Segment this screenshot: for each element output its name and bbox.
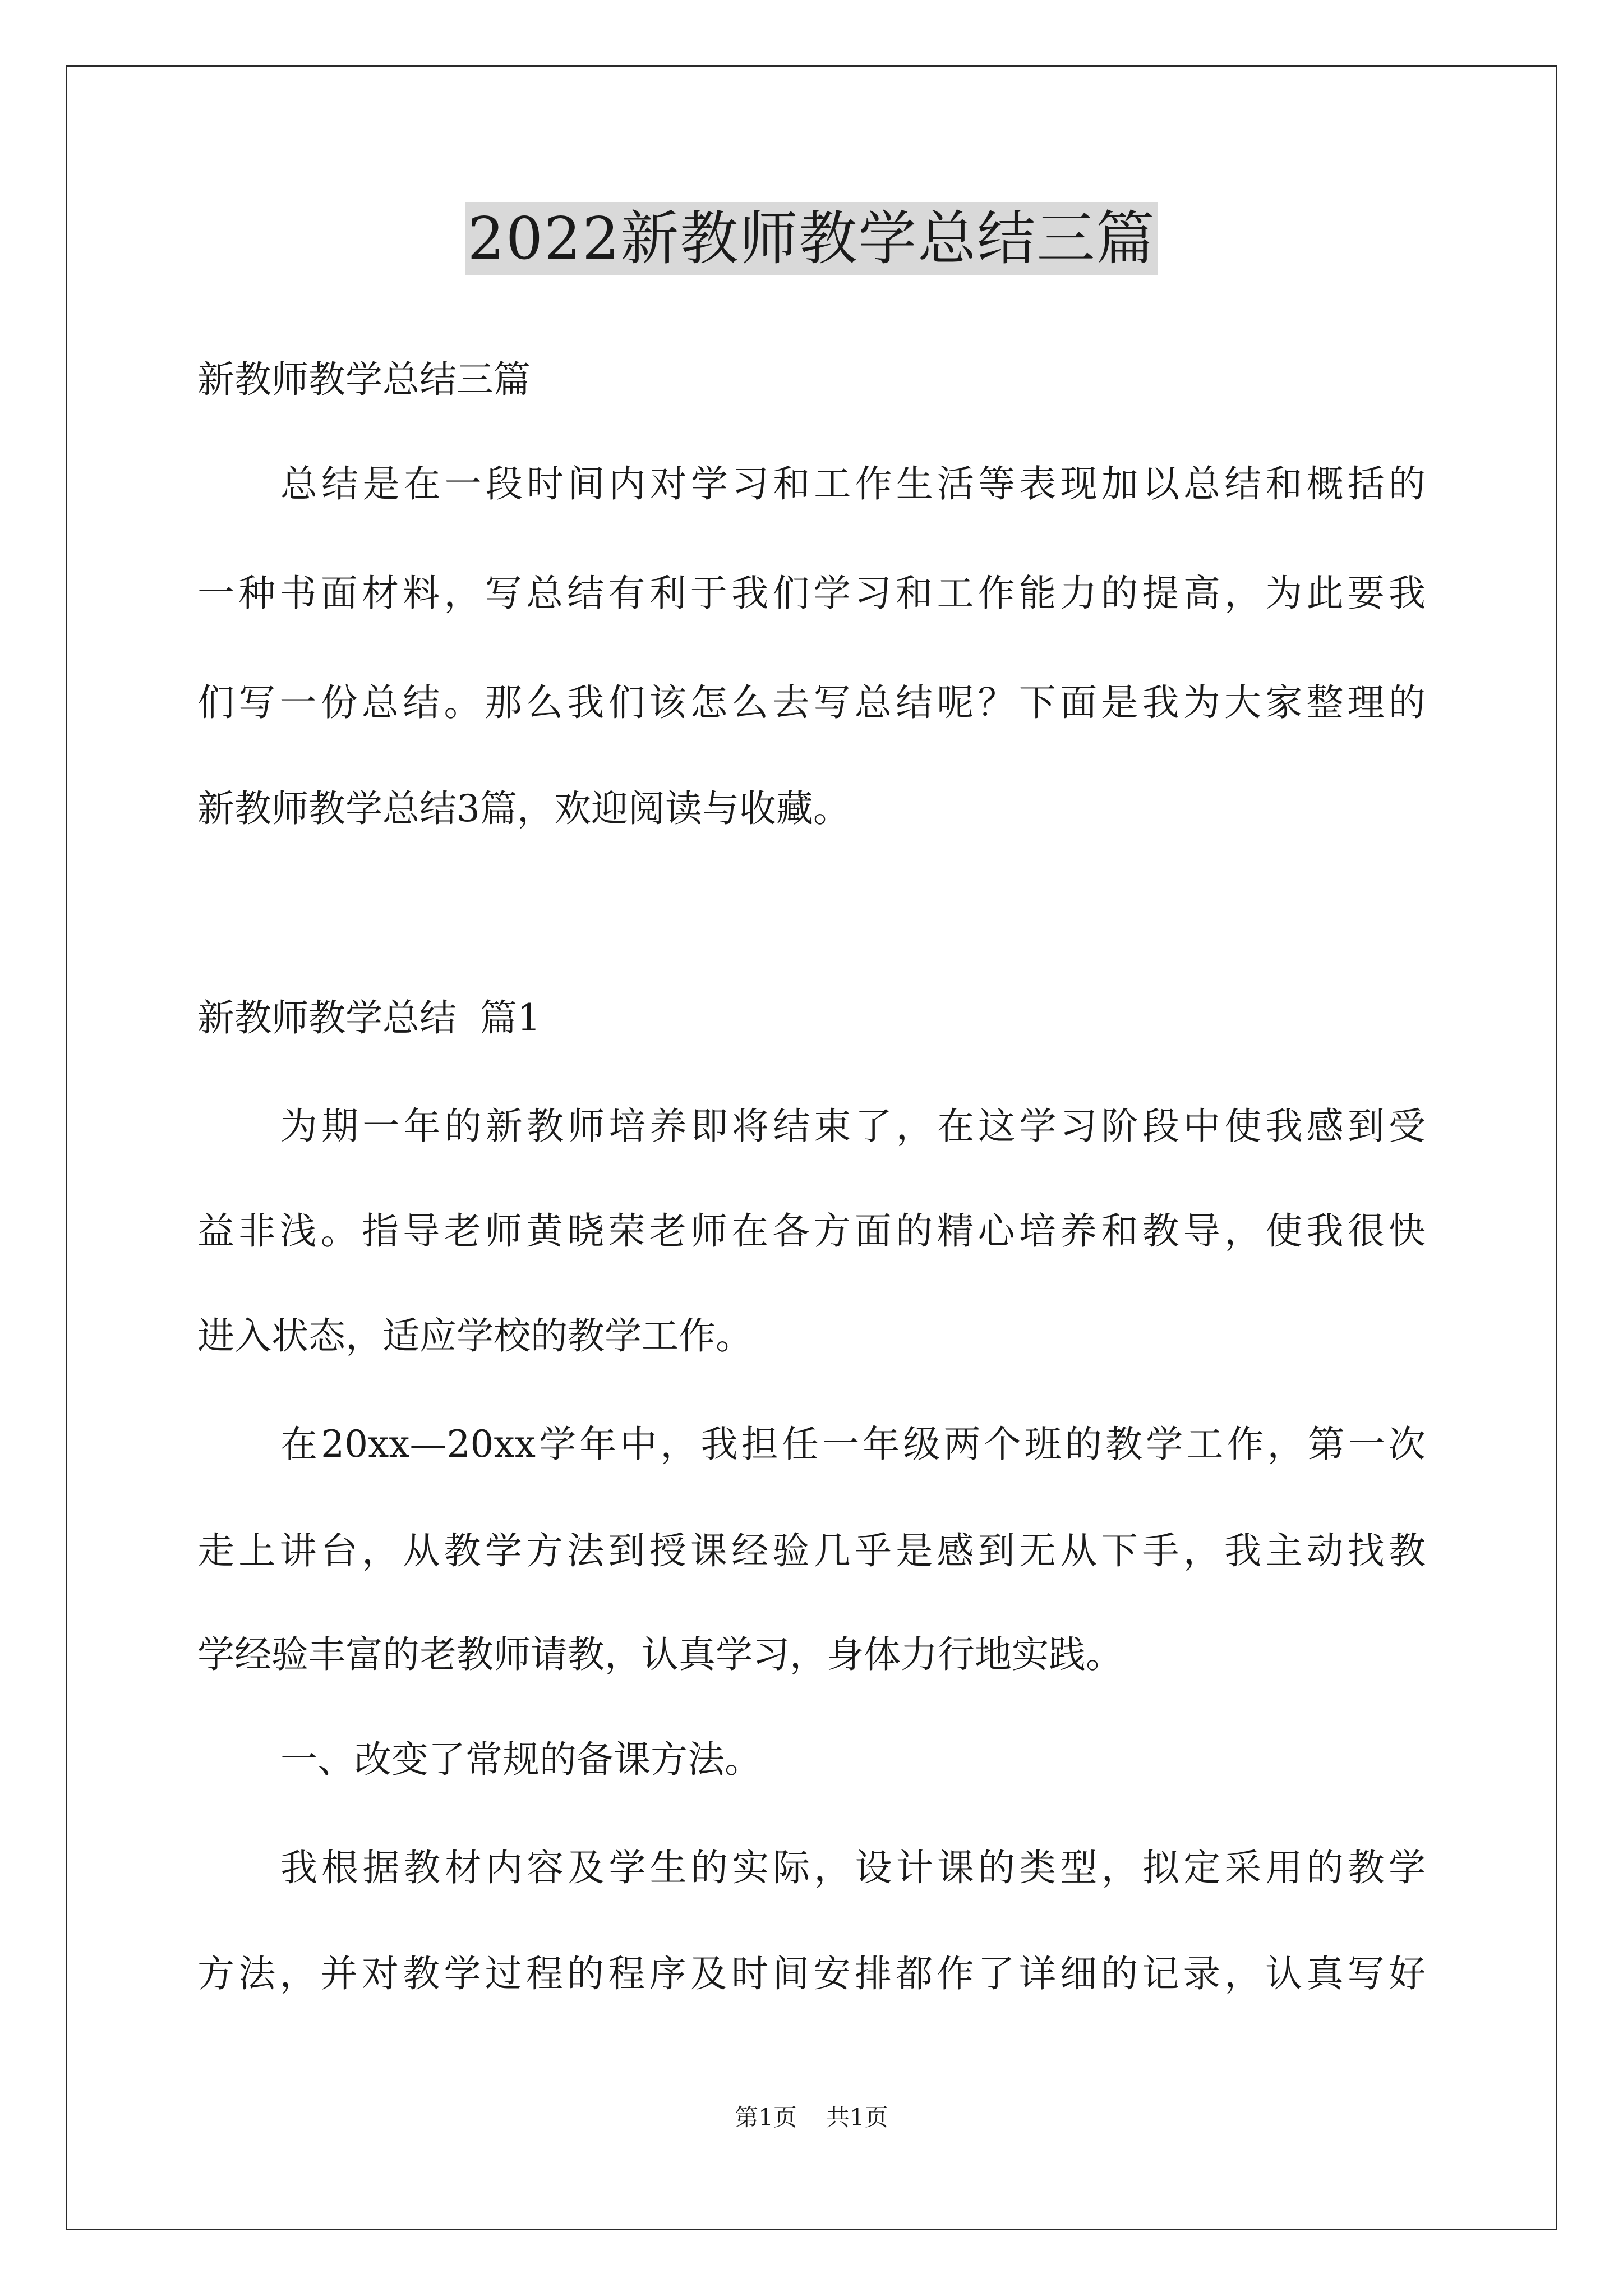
- paragraph-line: 益非浅。指导老师黄晓荣老师在各方面的精心培养和教导，使我很快: [197, 1209, 1426, 1253]
- intro-line: 一种书面材料，写总结有利于我们学习和工作能力的提高，为此要我: [197, 572, 1426, 615]
- document-title: 2022新教师教学总结三篇: [465, 202, 1158, 275]
- page-footer: [0, 2101, 1623, 2134]
- paragraph-line: 学经验丰富的老教师请教，认真学习，身体力行地实践。: [197, 1633, 1123, 1676]
- document-subtitle: 新教师教学总结三篇: [197, 358, 531, 401]
- page-number-current: 第1页: [735, 2104, 797, 2131]
- title-container: [0, 202, 1623, 275]
- intro-line: 们写一份总结。那么我们该怎么去写总结呢？下面是我为大家整理的: [197, 681, 1426, 724]
- paragraph-line: 我根据教材内容及学生的实际，设计课的类型，拟定采用的教学: [280, 1846, 1426, 1889]
- paragraph-line: 方法，并对教学过程的程序及时间安排都作了详细的记录，认真写好: [197, 1952, 1426, 1995]
- section-heading: 新教师教学总结 篇1: [197, 996, 541, 1039]
- paragraph-line: 为期一年的新教师培养即将结束了，在这学习阶段中使我感到受: [280, 1105, 1426, 1148]
- paragraph-line: 进入状态，适应学校的教学工作。: [197, 1314, 753, 1358]
- intro-line: 总结是在一段时间内对学习和工作生活等表现加以总结和概括的: [280, 462, 1426, 505]
- paragraph-line: 走上讲台，从教学方法到授课经验几乎是感到无从下手，我主动找教: [197, 1529, 1426, 1572]
- paragraph-line: 在20xx—20xx学年中，我担任一年级两个班的教学工作，第一次: [280, 1423, 1426, 1466]
- page-number-total: 共1页: [826, 2104, 888, 2131]
- item-heading: 一、改变了常规的备课方法。: [280, 1738, 762, 1781]
- intro-line: 新教师教学总结3篇，欢迎阅读与收藏。: [197, 787, 850, 830]
